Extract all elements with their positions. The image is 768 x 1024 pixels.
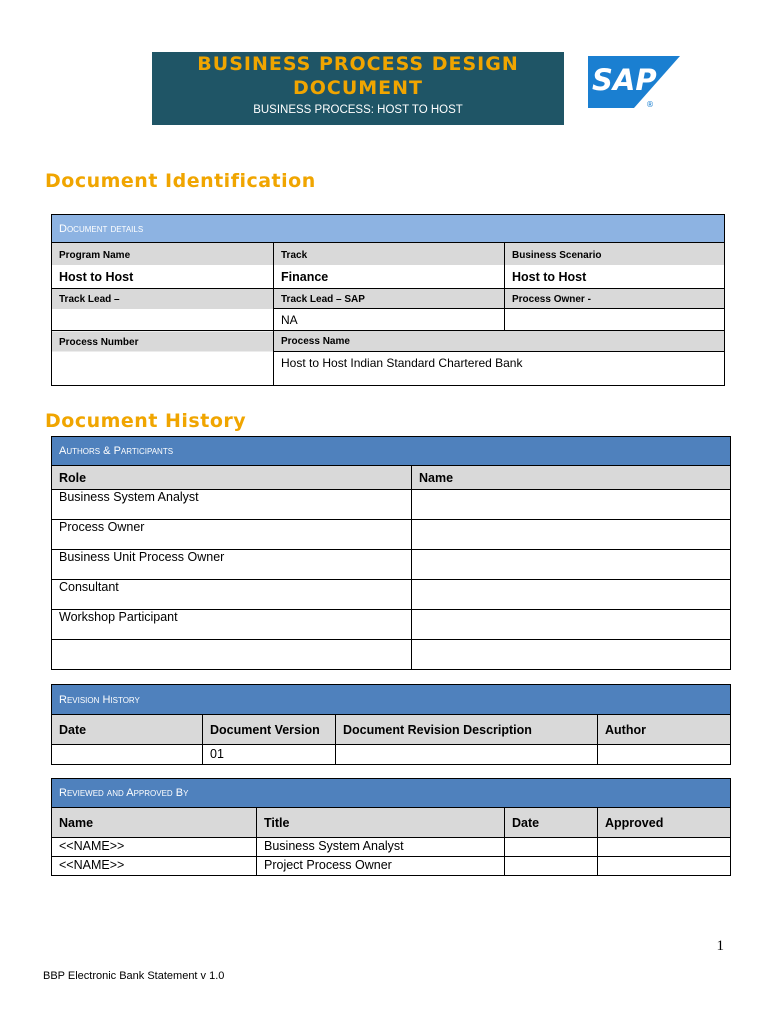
review-date-cell — [505, 838, 598, 857]
approved-cell — [598, 838, 731, 857]
reviewer-name-cell: <<NAME>> — [52, 857, 257, 876]
track-value: Finance — [274, 265, 505, 289]
table-row — [52, 745, 731, 765]
authors-participants-table — [51, 436, 731, 670]
footer-text: BBP Electronic Bank Statement v 1.0 — [43, 970, 225, 982]
process-number-label: Process Number — [52, 331, 274, 386]
reviewer-name-column-header: Name — [52, 808, 257, 838]
table-row — [52, 490, 731, 520]
review-date-cell — [505, 857, 598, 876]
reviewer-title-cell: Project Process Owner — [257, 857, 505, 876]
author-cell — [598, 745, 731, 765]
name-cell — [412, 610, 731, 640]
table-row — [52, 640, 731, 670]
process-owner-value — [505, 309, 725, 331]
sap-logo-text: SAP — [592, 63, 657, 97]
business-scenario-label: Business Scenario — [505, 243, 725, 265]
track-lead-sap-label: Track Lead – SAP — [274, 289, 505, 309]
name-cell — [412, 580, 731, 610]
document-details-bar: Document details — [52, 215, 725, 243]
description-cell — [336, 745, 598, 765]
revision-history-bar: Revision History — [52, 685, 731, 715]
document-subtitle: BUSINESS PROCESS: HOST TO HOST — [253, 104, 463, 116]
doc-identification-heading: Document Identification — [45, 170, 316, 192]
date-column-header: Date — [52, 715, 203, 745]
role-cell: Process Owner — [52, 520, 412, 550]
reviewed-approved-bar: Reviewed and Approved By — [52, 779, 731, 808]
track-lead-value — [52, 309, 274, 331]
sap-logo — [588, 56, 680, 108]
program-name-label: Program Name — [52, 243, 274, 265]
review-date-column-header: Date — [505, 808, 598, 838]
page-number: 1 — [716, 938, 724, 954]
version-cell: 01 — [203, 745, 336, 765]
table-row — [52, 857, 731, 876]
process-name-value: Host to Host Indian Standard Chartered Bank — [274, 352, 725, 386]
authors-participants-bar: Authors & Participants — [52, 437, 731, 466]
reviewer-title-cell: Business System Analyst — [257, 838, 505, 857]
table-row — [52, 520, 731, 550]
role-cell: Business Unit Process Owner — [52, 550, 412, 580]
document-details-table — [51, 214, 725, 386]
table-row — [52, 610, 731, 640]
role-cell — [52, 640, 412, 670]
program-name-value: Host to Host — [52, 265, 274, 289]
document-title-line1: BUSINESS PROCESS DESIGN — [197, 53, 519, 75]
reviewer-name-cell: <<NAME>> — [52, 838, 257, 857]
role-column-header: Role — [52, 466, 412, 490]
document-title-line2: DOCUMENT — [292, 77, 424, 99]
name-cell — [412, 550, 731, 580]
process-owner-label: Process Owner - — [505, 289, 725, 309]
author-column-header: Author — [598, 715, 731, 745]
track-label: Track — [274, 243, 505, 265]
document-version-column-header: Document Version — [203, 715, 336, 745]
business-scenario-value: Host to Host — [505, 265, 725, 289]
date-cell — [52, 745, 203, 765]
table-row — [52, 838, 731, 857]
revision-history-table — [51, 684, 731, 765]
track-lead-sap-value: NA — [274, 309, 505, 331]
doc-history-heading: Document History — [45, 410, 247, 432]
approved-cell — [598, 857, 731, 876]
revision-description-column-header: Document Revision Description — [336, 715, 598, 745]
approved-column-header: Approved — [598, 808, 731, 838]
role-cell: Workshop Participant — [52, 610, 412, 640]
name-column-header: Name — [412, 466, 731, 490]
name-cell — [412, 490, 731, 520]
track-lead-label: Track Lead – — [52, 289, 274, 309]
title-column-header: Title — [257, 808, 505, 838]
table-row — [52, 550, 731, 580]
role-cell: Consultant — [52, 580, 412, 610]
registered-mark: ® — [646, 100, 654, 108]
header-banner — [152, 52, 564, 125]
reviewed-approved-table — [51, 778, 731, 876]
role-cell: Business System Analyst — [52, 490, 412, 520]
table-row — [52, 580, 731, 610]
process-name-label: Process Name — [274, 331, 725, 352]
name-cell — [412, 640, 731, 670]
name-cell — [412, 520, 731, 550]
